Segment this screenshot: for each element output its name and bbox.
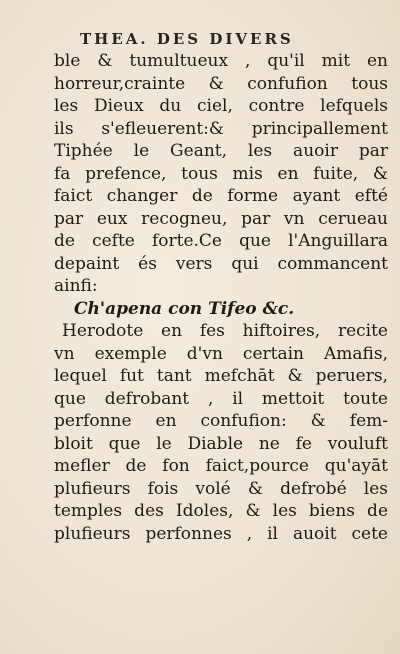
paragraph-1: [54, 50, 388, 298]
text-line: par eux recogneu, par vn cerueau: [54, 208, 388, 229]
text-line: les Dieux du ciel, contre lefquels: [54, 96, 388, 116]
text-line: horreur,crainte & confufion tous: [54, 73, 388, 94]
text-line: faict changer de forme ayant efté: [54, 186, 388, 206]
text-block: [54, 50, 388, 545]
text-line: perfonne en confufion: & fem-: [54, 411, 388, 431]
text-line: ainfi:: [54, 276, 98, 296]
text-line: Herodote en fes hiftoires, recite: [62, 321, 388, 341]
text-line: ils s'efleuerent:& principallement: [54, 118, 388, 139]
running-head: THEA. DES DIVERS: [80, 30, 294, 48]
text-line: de cefte forte.Ce que l'Anguillara: [54, 231, 388, 251]
text-line: plufieurs fois volé & defrobé les: [54, 478, 388, 499]
text-line: ble & tumultueux , qu'il mit en: [54, 51, 388, 71]
text-line: vn exemple d'vn certain Amafis,: [54, 343, 388, 364]
text-line: fa prefence, tous mis en fuite, &: [54, 163, 388, 184]
text-line: mefler de fon faict,pource qu'ayāt: [54, 456, 388, 476]
text-line: plufieurs perfonnes , il auoit cete: [54, 523, 388, 544]
text-line: temples des Idoles, & les biens de: [54, 501, 388, 521]
text-line: que defrobant , il mettoit toute: [54, 388, 388, 409]
text-line: lequel fut tant mefchāt & peruers,: [54, 366, 388, 386]
text-line: bloit que le Diable ne fe vouluft: [54, 433, 388, 454]
paragraph-2: [54, 320, 388, 545]
verse-heading: Ch'apena con Tifeo &c.: [74, 298, 295, 319]
text-line: Tiphée le Geant, les auoir par: [54, 141, 388, 161]
text-line: depaint és vers qui commancent: [54, 253, 388, 274]
